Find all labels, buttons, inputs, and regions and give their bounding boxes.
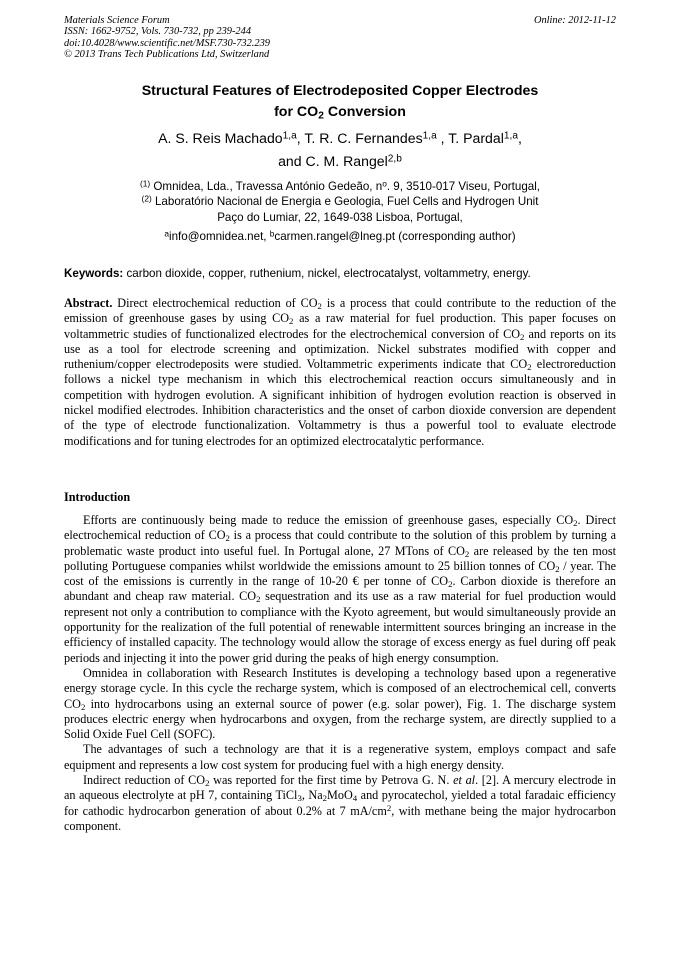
affiliation-2-address: Paço do Lumiar, 22, 1649-038 Lisboa, Portugal,	[217, 210, 463, 224]
affiliation-1: $^{(1)}$ Omnidea, Lda., Travessa António Gedeão, $n^o$. 9, 3510-017 Viseu, Portugal,	[139, 178, 541, 193]
author-emails: $^a$info@omnidea.net, $^b$carmen.rangel@lneg.pt (corresponding author)	[164, 228, 516, 243]
section-heading-introduction: Introduction	[64, 490, 131, 504]
intro-paragraph-3: The advantages of such a technology are that it is a regenerative system, employs compact and safe equipment and represents a low cost system for producing fuel with a high energy density.	[64, 742, 616, 772]
title-line-2: for $CO_2$ Conversion	[274, 104, 406, 122]
affiliation-2: $^{(2)}$ Laboratório Nacional de Energia e Geologia, Fuel Cells and Hydrogen Unit	[141, 193, 539, 209]
abstract-label: Abstract.	[64, 296, 113, 310]
journal-name: Materials Science Forum	[64, 15, 170, 26]
email-b[interactable]: carmen.rangel@lneg.pt (corresponding author)	[274, 230, 516, 243]
author-line-2: and C. M. Rangel$^{2,b}$	[278, 152, 402, 169]
journal-header	[64, 15, 616, 60]
abstract: Abstract. Direct electrochemical reduction of $CO_2$ is a process that could contribute to the reduction of the emission of greenhouse gases by using $CO_2$ as a raw material for fuel production. This paper focuses on voltammetric studies of functionalized electrodes for the electrochemical conversion of $CO_2$ and reports on its use as a tool for electrode screening and optimization. Nickel substrates modified with copper and ruthenium/copper electrodeposits were studied. Voltammetric experiments indicate that $CO_2$ electroreduction follows a nickel type mechanism in which this electrochemical reaction occurs simultaneously and in competition with hydrogen evolution. A significant inhibition of hydrogen evolution reaction is observed in nickel modified electrodes. Inhibition characteristics and the onset of carbon dioxide conversion are dependent of the type of electrode functionalization. Voltammetry is thus a powerful tool to evaluate electrode modifications and for tuning electrodes for an optimized electrocatalytic performance.	[64, 296, 616, 448]
copyright-line: © 2013 Trans Tech Publications Ltd, Switzerland	[64, 48, 270, 60]
paper-title	[64, 81, 616, 123]
email-a[interactable]: info@omnidea.net,	[169, 230, 270, 243]
doi-line: doi:10.4028/www.scientific.net/MSF.730-732.239	[64, 37, 270, 49]
intro-paragraph-2: Omnidea in collaboration with Research Institutes is developing a technology based upon a regenerative energy storage cycle. In this cycle the recharge system, which is composed of an electrochemical cell, converts $CO_2$ into hydrocarbons using an external source of power (e.g. solar power), Fig. 1. The discharge system produces electric energy when hydrocarbons and oxygen, from the recharge system, are directly supplied to a Solid Oxide Fuel Cell (SOFC).	[64, 665, 616, 742]
introduction-body	[64, 513, 616, 834]
author-line-1: A. S. Reis Machado$^{1,a}$, T. R. C. Fernandes$^{1,a}$ , T. Pardal$^{1,a}$,	[158, 130, 522, 146]
intro-paragraph-1: Efforts are continuously being made to reduce the emission of greenhouse gases, especially $CO_2$. Direct electrochemical reduction of $CO_2$ is a process that could contribute to the solution of this problem by turning a problematic waste product into useful fuel. In Portugal alone, 27 MTons of $CO_2$ are released by the ten most polluting Portuguese companies whilst worldwide the emissions amount to 25 billion tonnes of $CO_2$ / year. The cost of the emissions is currently in the range of 10-20 € per tonne of $CO_2$. Carbon dioxide is therefore an abundant and cheap raw material. $CO_2$ sequestration and its use as a raw material for fuel production would represent not only a contribution to compliance with the Kyoto agreement, but would simultaneously provide an opportunity for the realization of the full potential of renewable intermittent sources bringing an increase in the efficiency of installed capacity. The technology would allow the storage of excess energy as fuel during off peak periods and injecting it into the power grid during the peaks of high energy consumption.	[64, 513, 616, 665]
online-date: Online: 2012-11-12	[533, 15, 616, 26]
issn-line: ISSN: 1662-9752, Vols. 730-732, pp 239-244	[64, 26, 252, 38]
affiliations	[64, 179, 616, 225]
intro-paragraph-4: Indirect reduction of $CO_2$ was reported for the first time by Petrova G. N. et al. [2]. A mercury electrode in an aqueous electrolyte at pH 7, containing TiCl$_3$, $Na_2MoO_4$ and pyrocatechol, yielded a total faradaic efficiency for cathodic hydrocarbon generation of about 0.2% at 7 $mA/cm^2$, with methane being the major hydrocarbon component.	[64, 773, 616, 833]
title-line-1: Structural Features of Electrodeposited Copper Electrodes	[141, 83, 539, 99]
keywords-text: carbon dioxide, copper, ruthenium, nickel, electrocatalyst, voltammetry, energy.	[123, 267, 531, 280]
keywords	[64, 266, 616, 281]
keywords-label: Keywords:	[64, 267, 124, 280]
author-list	[64, 127, 616, 172]
